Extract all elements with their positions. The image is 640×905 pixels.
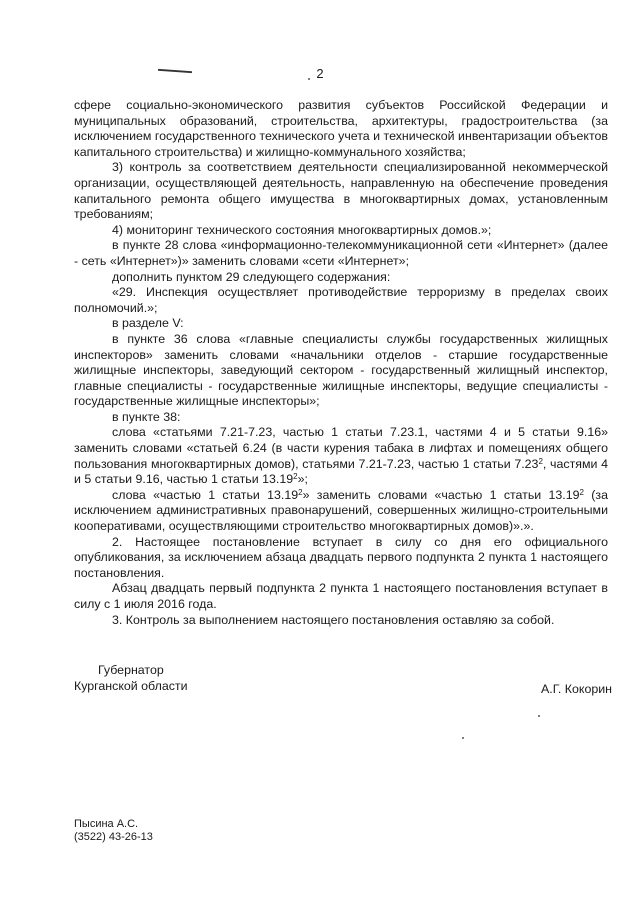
executor-info (74, 818, 153, 844)
executor-name: Пысина А.С. (74, 818, 139, 830)
paragraph: дополнить пунктом 29 следующего содержания: (112, 269, 391, 284)
paragraph-closing-1: 2. Настоящее постановление вступает в силу со дня его официального опубликования, за исключением абзаца двадцать первого подпункта 2 пункта 1 настоящего постановления. (74, 534, 608, 580)
text-run: »; (297, 472, 308, 487)
document-body (74, 98, 608, 628)
text-run: » заменить словами «частью 1 статьи 13.19 (302, 487, 580, 502)
paragraph: в пункте 36 слова «главные специалисты службы государственных жилищных инспекторов» заменить словами «начальники отделов - старшие государственные жилищные инспекторы, заведующий сектором - государственный жилищный инспектор, главные специалисты - государственные жилищные инспекторы, ведущие специалисты - государственные жилищные инспекторы»; (74, 331, 608, 409)
paragraph: в разделе V: (112, 316, 184, 331)
paragraph-p38-b (74, 488, 608, 535)
text-run: (за исключением административных правонарушений, совершенных жилищно-строительными кооперативами, осуществляющими строительство многоквартирных домов)».». (74, 487, 608, 534)
paragraph: 3) контроль за соответствием деятельности специализированной некоммерческой организации, осуществляющей деятельность, направленную на обеспечение проведения капитального ремонта общего имущества в многоквартирных домах, установленным требованиям; (74, 160, 608, 222)
text-run: , частями 4 и 5 статьи 9.16, частью 1 статьи 13.19 (74, 456, 608, 487)
paragraph-closing-3: 3. Контроль за выполнением настоящего постановления оставляю за собой. (112, 612, 555, 627)
superscript: 2 (298, 487, 303, 497)
executor-phone: (3522) 43-26-13 (74, 831, 153, 843)
superscript: 2 (293, 472, 298, 482)
paragraph: 4) мониторинг технического состояния многоквартирных домов.»; (112, 222, 492, 237)
paragraph-list (74, 98, 608, 425)
superscript: 2 (579, 487, 584, 497)
text-run: слова «частью 1 статьи 13.19 (112, 487, 299, 502)
paragraph-p38-a (74, 425, 608, 487)
signatory-title (74, 662, 188, 694)
signatory-title-line1: Губернатор (98, 663, 164, 677)
paragraph: в пункте 28 слова «информационно-телекоммуникационной сети «Интернет» (далее - сеть «Интернет»)» заменить словами «сети «Интернет»; (74, 238, 608, 268)
signatory-title-line2: Курганской области (74, 679, 188, 693)
text-run: слова «статьями 7.21-7.23, частью 1 статьи 7.23.1, частями 4 и 5 статьи 9.16» заменить словами «статьей 6.24 (в части курения табака в лифтах и помещениях общего пользования многоквартирных домов), статьями 7.21-7.23, частью 1 статьи 7.23 (74, 425, 608, 471)
scan-dot (538, 715, 540, 717)
page-number: 2 (316, 66, 324, 81)
paragraph: сфере социально-экономического развития субъектов Российской Федерации и муниципальных образований, строительства, архитектуры, градостроительства (за исключением государственного технического учета и технической инвентаризации объектов капитального строительства) и жилищно-коммунального хозяйства; (74, 98, 608, 159)
scan-dot (462, 737, 464, 739)
signatory-name: А.Г. Кокорин (540, 682, 612, 696)
paragraph: «29. Инспекция осуществляет противодействие терроризму в пределах своих полномочий.»; (74, 285, 608, 315)
superscript: 2 (538, 456, 543, 466)
paragraph: в пункте 38: (112, 409, 181, 424)
paragraph-closing-2: Абзац двадцать первый подпункта 2 пункта 1 настоящего постановления вступает в силу с 1 июля 2016 года. (74, 581, 608, 611)
